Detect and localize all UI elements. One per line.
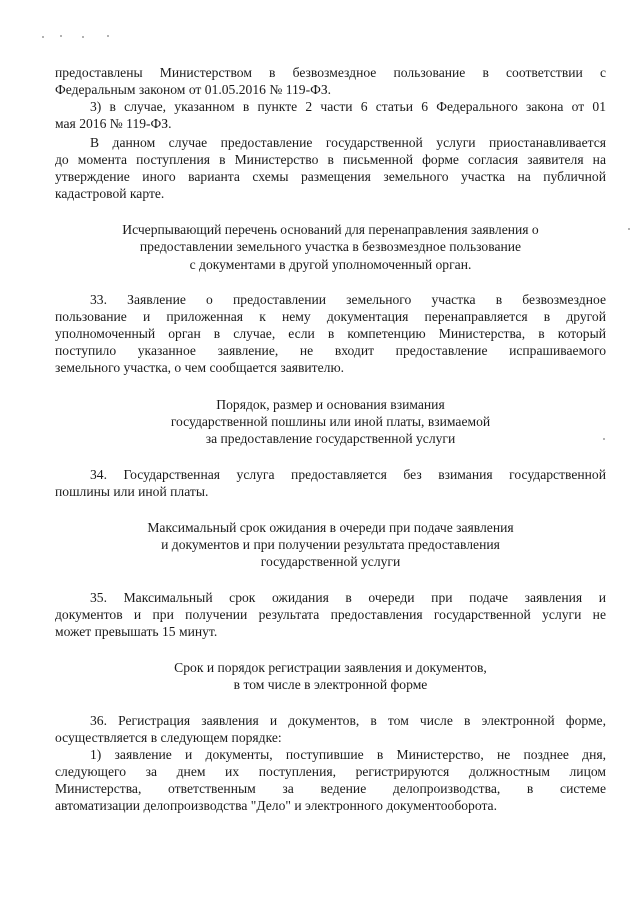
paragraph-line: документов и при получении результата предоставления государственной услуги не — [55, 607, 606, 622]
paragraph-line: Министерства, ответственным за ведение делопроизводства, в системе — [55, 781, 606, 796]
paragraph-line: 34. Государственная услуга предоставляется без взимания государственной — [90, 467, 606, 482]
paragraph-line: 33. Заявление о предоставлении земельного участка в безвозмездное — [90, 292, 606, 307]
scan-speck — [42, 36, 44, 38]
paragraph-line: кадастровой карте. — [55, 186, 165, 201]
paragraph-line: следующего за днем их поступления, регистрируются должностным лицом — [55, 764, 606, 779]
paragraph-line: 3) в случае, указанном в пункте 2 части 6 статьи 6 Федерального закона от 01 — [90, 99, 606, 114]
section-heading: за предоставление государственной услуги — [205, 431, 456, 446]
paragraph-line: может превышать 15 минут. — [55, 624, 218, 639]
paragraph-line: пользование и приложенная к нему документация перенаправляется в другой — [55, 309, 606, 324]
section-heading: Срок и порядок регистрации заявления и документов, — [174, 660, 487, 675]
section-heading: Исчерпывающий перечень оснований для перенаправления заявления о — [122, 222, 539, 237]
paragraph-line: до момента поступления в Министерство в письменной форме согласия заявителя на — [55, 152, 606, 167]
paragraph-line: утверждение иного варианта схемы размещения земельного участка на публичной — [55, 169, 606, 184]
paragraph-line: 1) заявление и документы, поступившие в Министерство, не позднее дня, — [90, 747, 606, 762]
section-heading: с документами в другой уполномоченный орган. — [189, 257, 472, 272]
paragraph-line: мая 2016 № 119-ФЗ. — [55, 116, 172, 131]
paragraph-line: В данном случае предоставление государственной услуги приостанавливается — [90, 135, 606, 150]
scan-speck — [107, 35, 109, 37]
paragraph-line: 35. Максимальный срок ожидания в очереди при подаче заявления и — [90, 590, 606, 605]
paragraph-line: уполномоченный орган в случае, если в компетенцию Министерства, в который — [55, 326, 606, 341]
paragraph-line: предоставлены Министерством в безвозмездное пользование в соответствии с — [55, 65, 606, 80]
section-heading: и документов и при получении результата предоставления — [161, 537, 500, 552]
section-heading: Максимальный срок ожидания в очереди при подаче заявления — [147, 520, 514, 535]
scan-speck — [628, 228, 630, 230]
paragraph-line: пошлины или иной платы. — [55, 484, 209, 499]
paragraph-line: поступило указанное заявление, не входит предоставление испрашиваемого — [55, 343, 606, 358]
section-heading: государственной пошлины или иной платы, взимаемой — [170, 414, 491, 429]
section-heading: Порядок, размер и основания взимания — [216, 397, 445, 412]
scan-speck — [82, 36, 84, 38]
paragraph-line: автоматизации делопроизводства "Дело" и электронного документооборота. — [55, 798, 497, 813]
section-heading: в том числе в электронной форме — [233, 677, 428, 692]
section-heading: государственной услуги — [260, 554, 401, 569]
paragraph-line: 36. Регистрация заявления и документов, в том числе в электронной форме, — [90, 713, 606, 728]
paragraph-line: осуществляется в следующем порядке: — [55, 730, 282, 745]
paragraph-line: Федеральным законом от 01.05.2016 № 119-ФЗ. — [55, 82, 332, 97]
scan-speck — [60, 35, 62, 37]
paragraph-line: земельного участка, о чем сообщается заявителю. — [55, 360, 344, 375]
section-heading: предоставлении земельного участка в безвозмездное пользование — [139, 239, 522, 254]
